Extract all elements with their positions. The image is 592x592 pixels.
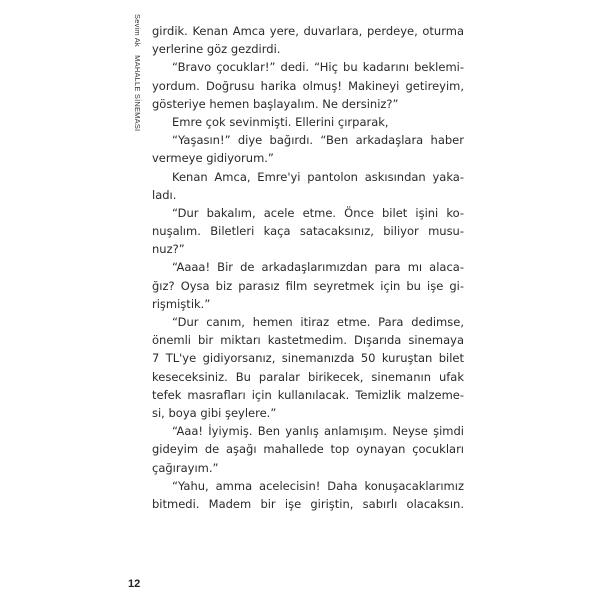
body-text	[152, 22, 464, 513]
text-line: “Aaa! İyiymiş. Ben yanlış anlamışım. Neyse şimdi	[172, 424, 464, 439]
text-line: yordum. Doğrusu harika olmuş! Makineyi getireyim,	[152, 78, 464, 93]
running-header-title: MAHALLE SİNEMASI	[133, 55, 142, 132]
page-number: 12	[128, 578, 141, 590]
text-line: “Dur bakalım, acele etme. Önce bilet işini ko-	[172, 205, 464, 220]
text-line: çağırayım.”	[152, 460, 219, 475]
text-line: rişmiştik.”	[152, 296, 211, 311]
text-line: “Yaşasın!” diye bağırdı. “Ben arkadaşlara haber	[172, 133, 464, 148]
text-line: yerlerine göz gezdirdi.	[152, 42, 281, 57]
text-line: “Bravo çocuklar!” dedi. “Hiç bu kadarını beklemi-	[172, 60, 464, 75]
text-line: keseceksiniz. Bu paralar birikecek, sinemanın ufak	[152, 369, 464, 384]
text-line: “Aaaa! Bir de arkadaşlarımızdan para mı alaca-	[172, 260, 464, 275]
text-line: gösteriye hemen başlayalım. Ne dersiniz?”	[152, 96, 399, 111]
text-line: nuz?”	[152, 242, 185, 257]
text-line: gideyim de aşağı mahallede top oynayan çocukları	[152, 442, 464, 457]
text-line: vermeye gidiyorum.”	[152, 151, 274, 166]
text-line: ladı.	[152, 187, 177, 202]
text-line: önemli bir miktarı kastetmedim. Dışarıda sinemaya	[152, 333, 464, 348]
text-line: “Yahu, amma acelecisin! Daha konuşacaklarımız	[172, 478, 464, 493]
text-line: tefek masrafları için kullanılacak. Temizlik malzeme-	[152, 387, 464, 402]
text-line: ğız? Oysa biz parasız film seyretmek için bu işe gi-	[152, 278, 464, 293]
text-line: 7 TL'ye gidiyorsanız, sinemanızda 50 kuruştan bilet	[152, 351, 464, 366]
text-line: Emre çok sevinmişti. Ellerini çırparak,	[172, 114, 389, 129]
running-header	[128, 14, 142, 224]
text-line: “Dur canım, hemen itiraz etme. Para dedimse,	[172, 315, 464, 329]
text-line: nuşalım. Biletleri kaça satacaksınız, biliyor musu-	[152, 224, 464, 239]
text-line: girdik. Kenan Amca yere, duvarlara, perdeye, oturma	[152, 24, 464, 38]
text-line: Kenan Amca, Emre'yi pantolon askısından yaka-	[172, 169, 464, 184]
running-header-author: Sevim Ak	[133, 14, 142, 47]
text-line: si, boya gibi şeylere.”	[152, 405, 277, 420]
text-line: bitmedi. Madem bir işe giriştin, sabırlı olacaksın.	[152, 496, 464, 511]
